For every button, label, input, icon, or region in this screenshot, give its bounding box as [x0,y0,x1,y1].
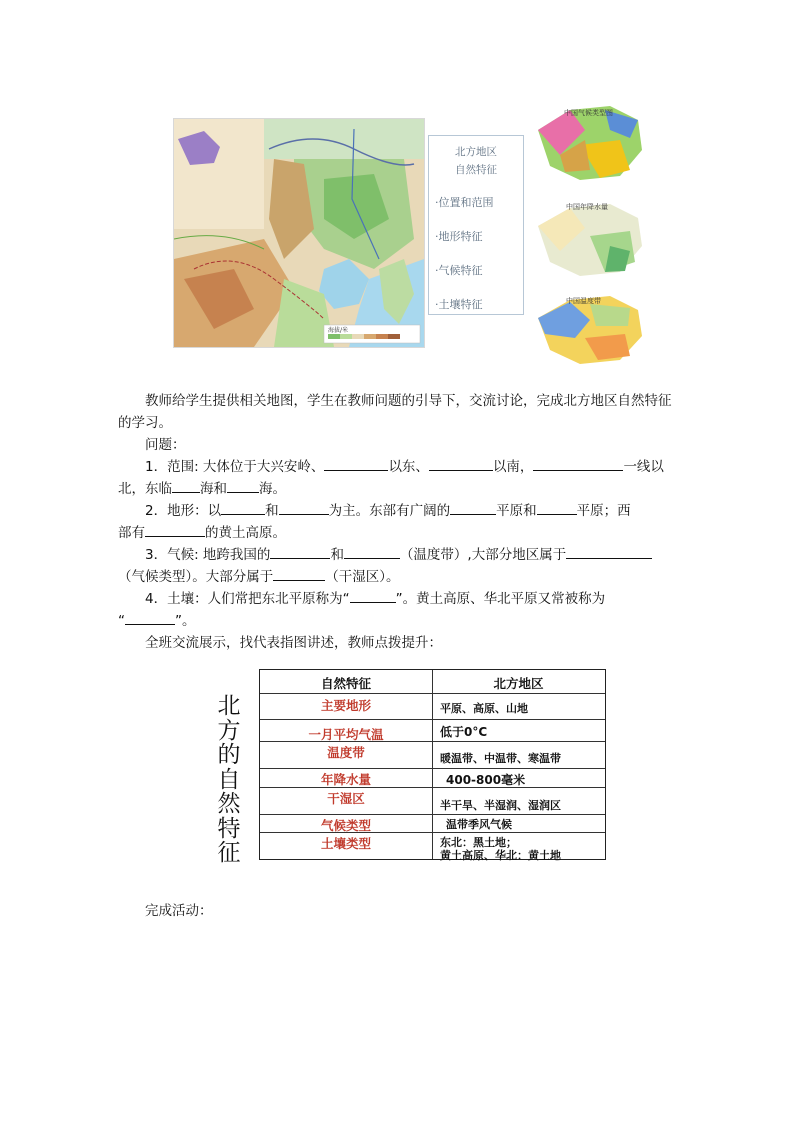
question-4-line-2 [118,610,678,632]
q1-blank-2[interactable] [429,456,493,471]
q3-blank-3[interactable] [566,544,652,559]
q3-text: 和 [330,547,344,563]
precipitation-map [530,196,648,282]
question-4-line-1 [145,588,685,610]
table-cell-value: 黄土高原、华北：黄土地 [440,849,561,862]
table-cell-value: 半干旱、半湿润、湿润区 [440,799,561,812]
q2-text: 为主。东部有广阔的 [328,503,451,519]
temperature-zone-map [530,290,648,368]
vertical-title-char: 方 [217,717,241,744]
table-cell-value: 暖温带、中温带、寒温带 [440,752,561,765]
q2-blank-4[interactable] [537,500,577,515]
mini-map-title: 中国年降水量 [566,203,608,211]
q4-blank-1[interactable] [350,588,396,603]
q1-text: 以南， [492,459,534,475]
vertical-title-char: 征 [217,840,241,866]
q2-blank-1[interactable] [221,500,265,515]
q1-text: 北，东临 [118,481,172,497]
q2-text: 2．地形：以 [145,503,222,519]
q4-text: ”。 [175,613,196,629]
q4-text: 4．土壤：人们常把东北平原称为“ [145,591,350,607]
question-2-line-1 [145,500,685,522]
table-row [260,768,605,788]
table-cell-feature: 一月平均气温 [308,727,384,742]
table-cell-value: 东北：黑土地； [440,836,517,849]
q2-blank-2[interactable] [279,500,329,515]
q3-text: （温度带）,大部分地区属于 [399,547,567,563]
map-legend-title: 海拔/米 [328,327,349,334]
mini-map-title: 中国温度带 [566,297,601,305]
outline-item: ·位置和范围 [435,196,494,209]
q4-text: “ [118,613,125,629]
table-row [260,814,605,833]
question-1-line-1 [145,456,685,478]
vertical-title [214,694,244,866]
table-cell-value: 400-800毫米 [446,773,526,787]
q3-text: （干湿区）。 [325,569,400,585]
q2-text: 部有 [118,525,145,541]
q1-text: 一线以 [623,459,664,475]
outline-title-1: 北方地区 [455,146,497,158]
q3-blank-4[interactable] [273,566,325,581]
terrain-map [173,118,425,348]
q1-blank-1[interactable] [324,456,388,471]
table-row [260,693,605,720]
q1-blank-4[interactable] [172,478,200,493]
table-header-region: 北方地区 [493,676,544,691]
q1-text: 1．范围: 大体位于大兴安岭、 [145,459,325,475]
q4-blank-2[interactable] [125,610,175,625]
q2-text: 平原；西 [576,503,631,519]
outline-item: ·气候特征 [435,264,483,277]
vertical-title-char: 自 [217,766,241,793]
vertical-title-char: 特 [217,815,241,842]
table-header-feature: 自然特征 [320,676,371,691]
activity-line: 完成活动： [145,903,213,919]
table-cell-feature: 年降水量 [320,772,371,787]
question-1-line-2 [118,478,678,500]
q3-text: 3．气候: 地跨我国的 [145,547,271,563]
table-row [260,719,605,742]
q2-blank-3[interactable] [450,500,496,515]
table-cell-feature: 干湿区 [327,791,365,806]
table-cell-feature: 主要地形 [320,698,371,713]
question-3-line-1 [145,544,685,566]
outline-box [428,135,524,315]
q2-text: 平原和 [496,503,537,519]
q3-blank-1[interactable] [270,544,330,559]
table-cell-value: 低于0°C [440,725,488,739]
q2-text: 和 [265,503,279,519]
table-cell-feature: 土壤类型 [320,836,371,851]
question-2-line-2 [118,522,678,544]
table-cell-value: 温带季风气候 [446,818,512,831]
q4-text: ”。黄土高原、华北平原又常被称为 [395,591,606,607]
q2-blank-5[interactable] [145,522,205,537]
table-cell-feature: 气候类型 [320,818,371,833]
summary-line: 全班交流展示，找代表指图讲述，教师点拨提升： [145,635,442,651]
q3-text: （气候类型）。大部分属于 [118,569,274,585]
terrain-map-graphic [174,119,424,347]
climate-type-map [530,100,648,186]
q1-text: 以东、 [388,459,429,475]
outline-item: ·地形特征 [435,230,483,243]
table-row [260,741,605,769]
table-row [260,832,605,860]
table-row [260,787,605,815]
q2-text: 的黄土高原。 [205,525,286,541]
q1-text: 海。 [259,481,286,497]
table-cell-value: 平原、高原、山地 [440,702,528,715]
question-heading: 问题： [145,437,186,453]
q1-blank-3[interactable] [533,456,623,471]
q3-blank-2[interactable] [344,544,400,559]
intro-paragraph: 教师给学生提供相关地图，学生在教师问题的引导下，交流讨论，完成北方地区自然特征的学习。 [118,393,672,431]
table-cell-feature: 温度带 [327,745,365,760]
question-3-line-2 [118,566,678,588]
outline-title-2: 自然特征 [455,164,497,176]
features-table [259,669,606,860]
q1-text: 海和 [200,481,227,497]
mini-map-title: 中国气候类型图 [564,109,613,117]
outline-item: ·土壤特征 [435,298,483,311]
vertical-title-char: 北 [217,693,241,719]
vertical-title-char: 的 [217,742,241,768]
vertical-title-char: 然 [217,791,241,817]
q1-blank-5[interactable] [227,478,259,493]
